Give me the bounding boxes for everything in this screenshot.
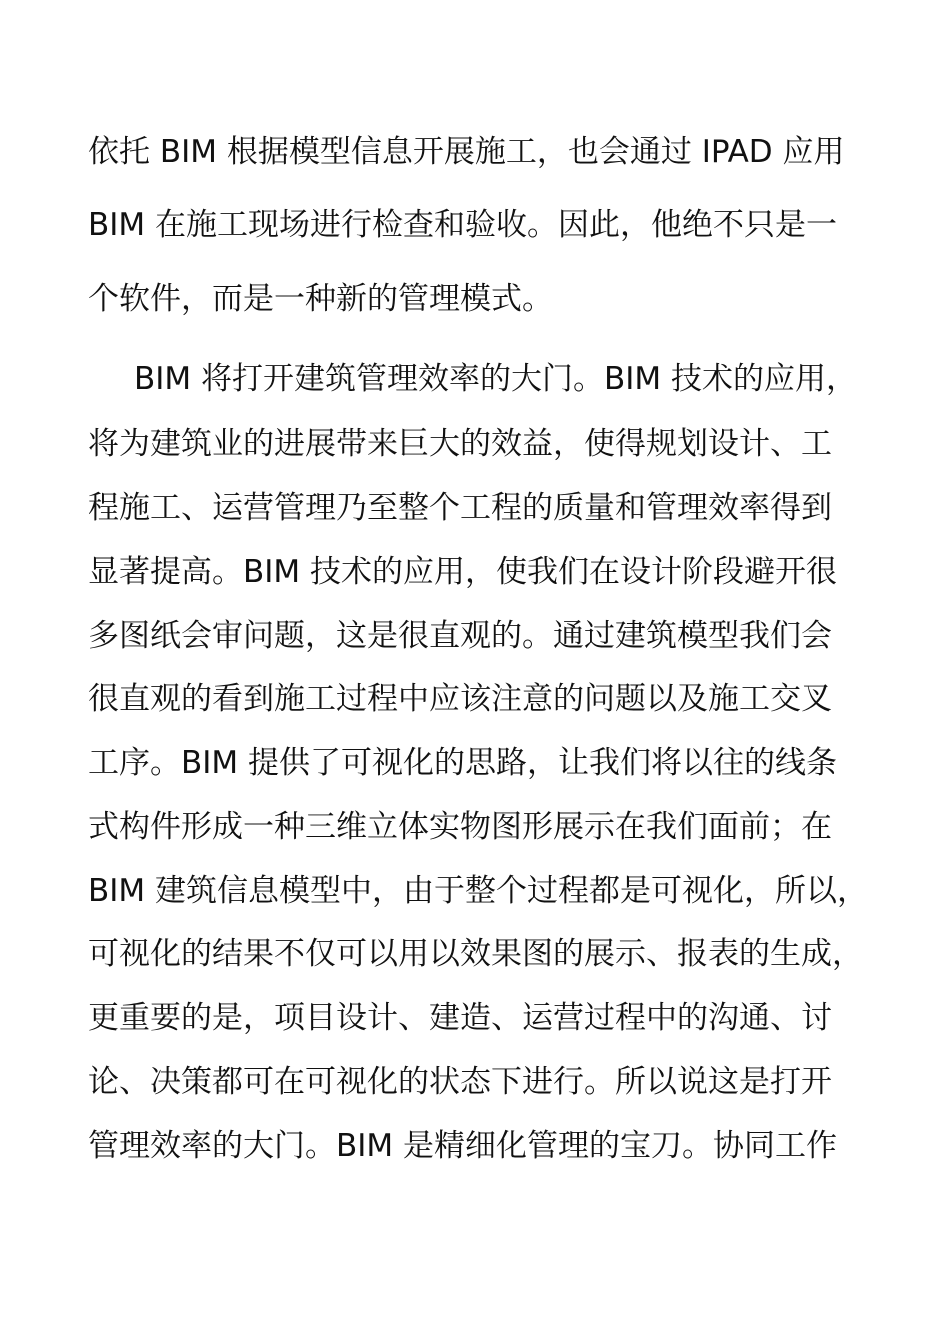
text-line: 很直观的看到施工过程中应该注意的问题以及施工交叉 bbox=[88, 681, 832, 717]
text-line: 将为建筑业的进展带来巨大的效益，使得规划设计、工 bbox=[88, 426, 832, 462]
text-line: 工序。BIM 提供了可视化的思路，让我们将以往的线条 bbox=[88, 745, 838, 781]
text-line: 管理效率的大门。BIM 是精细化管理的宝刀。协同工作 bbox=[88, 1128, 838, 1164]
text-line: 显著提高。BIM 技术的应用，使我们在设计阶段避开很 bbox=[88, 554, 838, 590]
text-line: BIM 建筑信息模型中，由于整个过程都是可视化，所以， bbox=[88, 873, 869, 909]
paragraph-first-line: BIM 将打开建筑管理效率的大门。BIM 技术的应用， bbox=[134, 361, 858, 397]
text-line: 论、决策都可在可视化的状态下进行。所以说这是打开 bbox=[88, 1064, 832, 1100]
text-line: 程施工、运营管理乃至整个工程的质量和管理效率得到 bbox=[88, 490, 832, 526]
text-line: 依托 BIM 根据模型信息开展施工，也会通过 IPAD 应用 bbox=[88, 134, 845, 170]
text-line: 个软件，而是一种新的管理模式。 bbox=[88, 281, 553, 317]
text-line: 更重要的是，项目设计、建造、运营过程中的沟通、讨 bbox=[88, 1000, 832, 1036]
text-line: 式构件形成一种三维立体实物图形展示在我们面前；在 bbox=[88, 809, 832, 845]
text-line: 可视化的结果不仅可以用以效果图的展示、报表的生成， bbox=[88, 936, 863, 972]
text-line: BIM 在施工现场进行检查和验收。因此，他绝不只是一 bbox=[88, 207, 838, 243]
text-line: 多图纸会审问题，这是很直观的。通过建筑模型我们会 bbox=[88, 618, 832, 654]
